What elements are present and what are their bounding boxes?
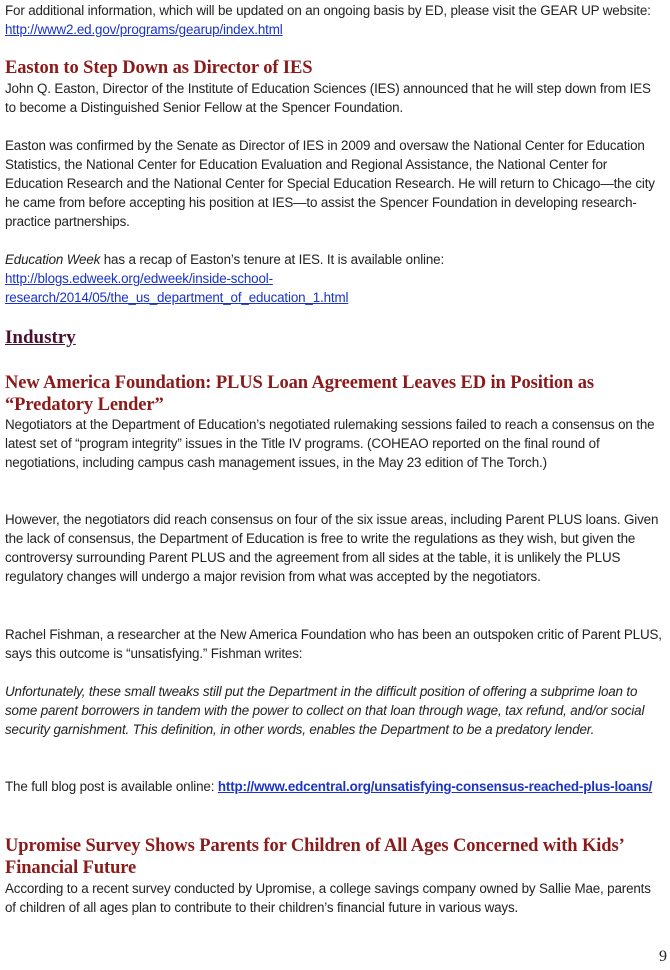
upromise-title: Upromise Survey Shows Parents for Children of All Ages Concerned with Kids’ Financial Future	[5, 836, 624, 878]
intro-paragraph	[5, 1, 665, 39]
easton-paragraph-2: Easton was confirmed by the Senate as Director of IES in 2009 and oversaw the National Center for Education Statistics, the National Center for Education Evaluation and Regional Assistance, the National Center for Education Research and the National Center for Special Education Research. He will return to Chicago—the city he came from before accepting his position at IES—to assist the Spencer Foundation in developing research-practice partnerships.	[5, 138, 655, 229]
gearup-link[interactable]: http://www2.ed.gov/programs/gearup/index.html	[5, 22, 283, 37]
plus-paragraph-3: Rachel Fishman, a researcher at the New America Foundation who has been an outspoken critic of Parent PLUS, says this outcome is “unsatisfying.” Fishman writes:	[5, 627, 662, 661]
easton-paragraph-3-text: has a recap of Easton’s tenure at IES. It is available online:	[100, 252, 445, 267]
plus-paragraph-4	[5, 777, 665, 796]
education-week-title: Education Week	[5, 252, 101, 267]
intro-text: For additional information, which will be updated on an ongoing basis by ED, please visit the GEAR UP website:	[5, 3, 651, 18]
edcentral-link[interactable]: http://www.edcentral.org/unsatisfying-consensus-reached-plus-loans/	[217, 779, 653, 794]
industry-heading: Industry	[5, 327, 76, 348]
edweek-link-line-2[interactable]: research/2014/05/the_us_department_of_education_1.html	[5, 290, 349, 305]
easton-paragraph-3	[5, 250, 665, 307]
plus-paragraph-4-text: The full blog post is available online:	[5, 779, 218, 794]
upromise-paragraph-1: According to a recent survey conducted by Upromise, a college savings company owned by Sallie Mae, parents of children of all ages plan to contribute to their children’s financial future in various ways.	[5, 881, 651, 915]
edweek-link-line-1[interactable]: http://blogs.edweek.org/edweek/inside-school-	[5, 271, 273, 286]
easton-paragraph-1: John Q. Easton, Director of the Institute of Education Sciences (IES) announced that he will step down from IES to become a Distinguished Senior Fellow at the Spencer Foundation.	[5, 81, 651, 115]
plus-title: New America Foundation: PLUS Loan Agreement Leaves ED in Position as “Predatory Lender”	[5, 373, 594, 415]
page-number: 9	[659, 948, 667, 965]
plus-paragraph-1: Negotiators at the Department of Education’s negotiated rulemaking sessions failed to reach a consensus on the latest set of “program integrity” issues in the Title IV programs. (COHEAO reported on the final round of negotiations, including campus cash management issues, in the May 23 edition of The Torch.)	[5, 417, 655, 470]
fishman-quote: Unfortunately, these small tweaks still put the Department in the difficult position of offering a subprime loan to some parent borrowers in tandem with the power to collect on that loan through wage, tax refund, and/or social security garnishment. This definition, in other words, enables the Department to be a predatory lender.	[5, 684, 645, 737]
plus-paragraph-2: However, the negotiators did reach consensus on four of the six issue areas, including Parent PLUS loans. Given the lack of consensus, the Department of Education is free to write the regulations as they wish, but given the controversy surrounding Parent PLUS and the agreement from all sides at the table, it is unlikely the PLUS regulatory changes will undergo a major revision from what was accepted by the negotiators.	[5, 512, 659, 584]
easton-title: Easton to Step Down as Director of IES	[5, 58, 313, 78]
